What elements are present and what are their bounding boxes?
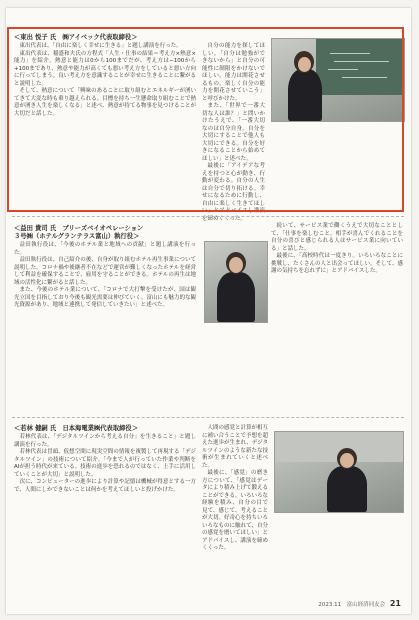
article-column-1 bbox=[14, 242, 196, 410]
article-title: ＜益田 貴司 氏 ブリーズベイオペレーション bbox=[14, 225, 144, 232]
paragraph: 益田執行役は、「今後のホテル業と地域への貢献」と題し講演を行った。 bbox=[14, 242, 196, 256]
article-title-line2: ３号㈱（ホテルグランテラス富山）執行役＞ bbox=[14, 233, 140, 240]
article-title: ＜若林 健嗣 氏 日本海電業㈱代表取締役＞ bbox=[14, 425, 139, 432]
article-column-2 bbox=[202, 425, 268, 599]
page-number: 21 bbox=[389, 599, 401, 608]
paragraph: 東出代表は、「自由に楽しく幸せに生きる」と題し講演を行った。 bbox=[19, 43, 182, 49]
speaker-photo bbox=[204, 241, 268, 323]
issue-label: 2023.11 富山経済同友会 bbox=[318, 602, 386, 608]
article-wakabayashi bbox=[6, 421, 411, 599]
paragraph: 自分の能力を探してほしい。「自分は勉強ができないから」と自分の可能性に制限をかけないでほしい。能力は開花させるもの。楽しく自分の能力を開花させていこう」と呼びかけた。 bbox=[202, 43, 265, 102]
paragraph: 次に、コンピューターの進歩により計算や記憶は機械が得意とする一方で、人間にしかできないことは何かを考えてほしいと投げかけた。 bbox=[14, 479, 196, 493]
page-footer bbox=[318, 599, 401, 608]
paragraph: 人間の感覚と計算が相互に補い合うことで予想を超えた進歩が生まれ、デジタルツインのような新たな技術が生まれていくと述べた。 bbox=[202, 425, 269, 469]
article-masuda bbox=[6, 221, 411, 413]
article-divider bbox=[12, 216, 404, 217]
paragraph: 続いて、サービス業で働くうえで大切なこととして、「仕事を楽しむこと。相手が喜んでくれることを自分の喜びと感じられる人はサービス業に向いている」と話した。 bbox=[271, 223, 403, 252]
article-title: ＜東出 悦子 氏 ㈱アイベック代表取締役＞ bbox=[14, 34, 138, 41]
magazine-page bbox=[6, 8, 411, 614]
paragraph: 最後に、「高校時代は一度きり。いろいろなことに挑戦し、たくさんの人と出会ってほしい。そして、感謝の気持ちを忘れずに」とアドバイスした。 bbox=[271, 253, 403, 274]
paragraph: 最後に、「感覚」の磨き方について、「感覚はデータにより積み上げて鍛えることができる。いろいろな経験を積み、自分の目で見て、感じて、考えることが大切。好奇心を持ちいろいろなものに触れて、自分の感覚を磨いてほしい」とアドバイスし、講演を締めくくった。 bbox=[202, 470, 269, 551]
paragraph: そして、熱意について「興味のあることに取り組むとエネルギーが湧いてきて大変な時も乗り越えられる。目標を持ち一生懸命取り組むことで熱意が湧き人生を楽しくなる」と述べ、熱意が持てる物事を見つけることが大切だと話した。 bbox=[14, 88, 196, 117]
article-divider bbox=[12, 417, 404, 418]
paragraph: また、「世界で一番大切な人は誰？」と問いかけたうえで、「一番大切なのは自分自身。自分を大切にすることで他人も大切にできる。自分を好きになることから始めてほしい」と述べた。 bbox=[202, 103, 265, 162]
paragraph: また、今後のホテル業について、「コロナで大打撃を受けたが、国は観光立国を目指しており今後も観光需要は伸びていく。富山にも魅力的な観光資源があり、地域と連携して発信していきたい」と述べた。 bbox=[14, 287, 196, 308]
paragraph: 若林代表は、「デジタルツインから考える自分」を生きること」と題し講演を行った。 bbox=[14, 434, 196, 448]
paragraph: 東出代表は、稲盛和夫氏の方程式「人生・仕事の結果＝考え方×熱意×能力」を紹介。熱意と能力は0から100までだが、考え方は−100から+100まであり、熱意や能力が高くても悪い考え方をしていると悪い方向に行ってしまう。良い考え方を意識することが幸せに生きることに繋がると説明した。 bbox=[14, 50, 196, 87]
speaker-photo bbox=[274, 431, 404, 513]
paragraph: 若林代表は冒頭、仮想空間に現実空間の情報を複製して再現する「デジタルツイン」の技術について紹介。「今まで人が行っていた作業や判断をAIが担う時代が来ている。技術の進歩を恐れるのではなく、上手に活用していくことが大切」と説明した。 bbox=[14, 449, 196, 478]
speaker-figure bbox=[327, 466, 367, 512]
paragraph: 益田執行役は、自己紹介の後、自身が取り組むホテル再生事業について説明した。コロナ禍や後継者不在などで運営が難しくなったホテルを経営して利益を確保することで、雇用を守ることができる。ホテルの再生は地域の活性化に繋がると話した。 bbox=[14, 257, 196, 286]
speaker-figure bbox=[217, 272, 255, 322]
article-column-1 bbox=[14, 434, 196, 599]
highlight-frame bbox=[7, 27, 404, 212]
article-column-2 bbox=[271, 223, 403, 410]
paragraph: 最後に「アイデアな考えを持つと心が動き、行動が変わる。自分の人生は自分で切り拓ける。幸せになるために行動し、自由に楽しく生きてほしい」とアドバイスし講演を締めくくった。 bbox=[202, 163, 265, 222]
